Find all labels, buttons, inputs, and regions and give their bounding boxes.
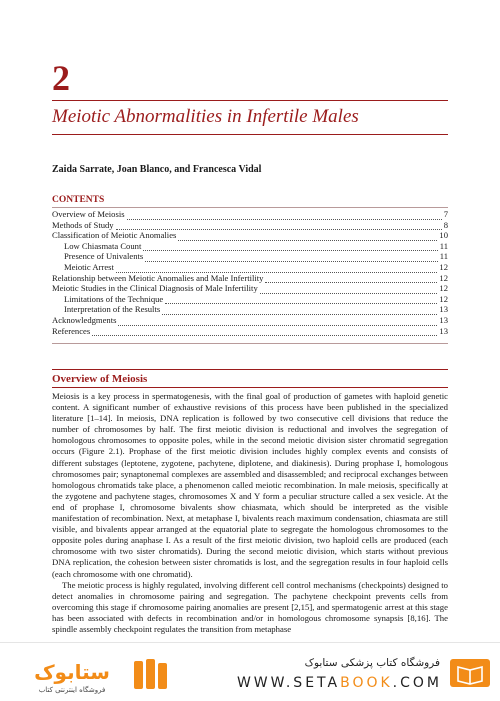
section-rule-bottom [52, 387, 448, 388]
toc-entry-title: Classification of Meiotic Anomalies [52, 230, 177, 241]
store-badge-icon [450, 659, 490, 687]
contents-rule-bottom [52, 343, 448, 344]
toc-leader [92, 328, 437, 336]
authors: Zaida Sarrate, Joan Blanco, and Francesca Vidal [52, 164, 262, 175]
logo-subtext: فروشگاه اینترنتی کتاب [38, 686, 106, 694]
toc-entry-page: 12 [439, 272, 448, 283]
toc-entry-page: 11 [439, 251, 448, 262]
store-url[interactable] [237, 675, 442, 691]
paragraph: Meiosis is a key process in spermatogenesis, with the final goal of production of gametes with haploid genetic content. A significant number of exhaustive revisions of this process have been published in the specialized literature [1–14]. In meiosis, DNA replication is followed by two consecutive cell divisions that reduce the number of chromosomes by half. The first meiotic division is reductional and involves the segregation of homologous chromosomes to opposite poles, while in the second meiotic division sister chromatid segregation occurs (Figure 2.1). Prophase of the first meiotic division includes highly complex events and consists of different substages (leptotene, zygotene, pachytene, diplotene, and diakinesis). During prophase I, homologous chromosomes pair; synaptonemal complexes are assembled and disassembled; and reciprocal exchanges between homologous chromatids take place, a phenomenon called meiotic recombination. In male meiosis, specifically at the zygotene and pachytene stages, chromosomes X and Y form a peculiar structure called a sex vesicle. At the end of prophase I, chromosome bivalents show chiasmata, which should be interpreted as the visible manifestation of recombination. Next, at metaphase I, bivalents reach maximum condensation, chiasmata are still visible, and bivalents appear arranged at the equatorial plate to segregate the homologous chromosomes to the opposite poles during anaphase I. As a result of the first meiotic division, two haploid cells are produced (each chromosome with two sister chromatids). During the second meiotic division, which starts without previous DNA replication, the cohesion between sister chromatids is lost, and the segregation results in four haploid cells (each chromosome with one chromatid). [52, 391, 448, 579]
store-name: فروشگاه کتاب پزشکی ستابوک [304, 657, 440, 669]
contents-rule-top [52, 207, 448, 208]
toc-leader [116, 265, 438, 273]
setabook-logo [10, 655, 170, 695]
toc-leader [162, 307, 437, 315]
toc-subentry[interactable] [52, 294, 448, 305]
url-highlight: BOOK [340, 675, 393, 691]
toc-entry-page: 12 [439, 261, 448, 272]
toc-entry-title: Interpretation of the Results [64, 304, 161, 315]
paragraph: The meiotic process is highly regulated, involving different cell control mechanisms (checkpoints) designed to detect anomalies in chromosome pairing and segregation. The pachytene checkpoint prevents cells from overcoming this stage if chromosome pairing anomalies are present [2,15], and spermatogenic arrest at this stage has been associated with defects in recombination and/or in homologous chromosome synapsis [8,16]. The spindle assembly checkpoint regulates the transition from metaphase [52, 579, 448, 634]
title-rule-bottom [52, 134, 448, 135]
logo-text: ستابوک [34, 660, 110, 684]
toc-entry[interactable] [52, 273, 448, 284]
toc-entry[interactable] [52, 315, 448, 326]
toc-subentry[interactable] [52, 251, 448, 262]
toc-leader [145, 254, 437, 262]
toc-leader [265, 275, 437, 283]
toc-leader [260, 286, 438, 294]
title-rule-top [52, 100, 448, 101]
toc-leader [118, 318, 437, 326]
url-prefix: WWW.SETA [236, 675, 341, 691]
toc-entry-page: 8 [443, 219, 448, 230]
toc-entry-title: Methods of Study [52, 219, 114, 230]
toc-subentry[interactable] [52, 262, 448, 273]
toc-entry-title: References [52, 325, 91, 336]
toc-entry-title: Meiotic Studies in the Clinical Diagnosis of Male Infertility [52, 283, 258, 294]
toc-entry[interactable] [52, 220, 448, 231]
toc-entry[interactable] [52, 230, 448, 241]
toc-leader [178, 233, 437, 241]
book-stack-icon [134, 659, 167, 689]
toc-entry-page: 12 [439, 283, 448, 294]
toc-entry-page: 13 [439, 314, 448, 325]
toc-entry-page: 10 [439, 230, 448, 241]
toc-entry[interactable] [52, 209, 448, 220]
chapter-number: 2 [52, 58, 70, 98]
url-suffix: .COM [392, 675, 442, 691]
toc-leader [165, 296, 437, 304]
toc-entry-page: 11 [439, 240, 448, 251]
toc-entry-title: Relationship between Meiotic Anomalies and Male Infertility [52, 272, 264, 283]
toc-entry-page: 12 [439, 293, 448, 304]
toc-entry-title: Acknowledgments [52, 314, 117, 325]
toc-leader [127, 212, 442, 220]
toc-entry-page: 13 [439, 304, 448, 315]
toc-entry-page: 13 [439, 325, 448, 336]
book-icon [450, 659, 490, 687]
toc-entry-title: Low Chiasmata Count [64, 240, 142, 251]
toc-entry[interactable] [52, 283, 448, 294]
toc-subentry[interactable] [52, 304, 448, 315]
toc-subentry[interactable] [52, 241, 448, 252]
toc-entry-title: Meiotic Arrest [64, 261, 114, 272]
chapter-title: Meiotic Abnormalities in Infertile Males [52, 106, 359, 127]
toc-entry-title: Limitations of the Technique [64, 293, 164, 304]
toc-entry-title: Presence of Univalents [64, 251, 144, 262]
toc-entry-page: 7 [443, 209, 448, 219]
toc-leader [143, 243, 437, 251]
body-text [52, 391, 448, 641]
contents-heading: CONTENTS [52, 195, 105, 205]
table-of-contents [52, 209, 448, 336]
store-footer-banner[interactable] [0, 642, 500, 701]
toc-leader [116, 222, 442, 230]
section-rule-top [52, 369, 448, 370]
section-heading: Overview of Meiosis [52, 373, 148, 385]
toc-entry-title: Overview of Meiosis [52, 209, 125, 219]
toc-entry[interactable] [52, 326, 448, 337]
